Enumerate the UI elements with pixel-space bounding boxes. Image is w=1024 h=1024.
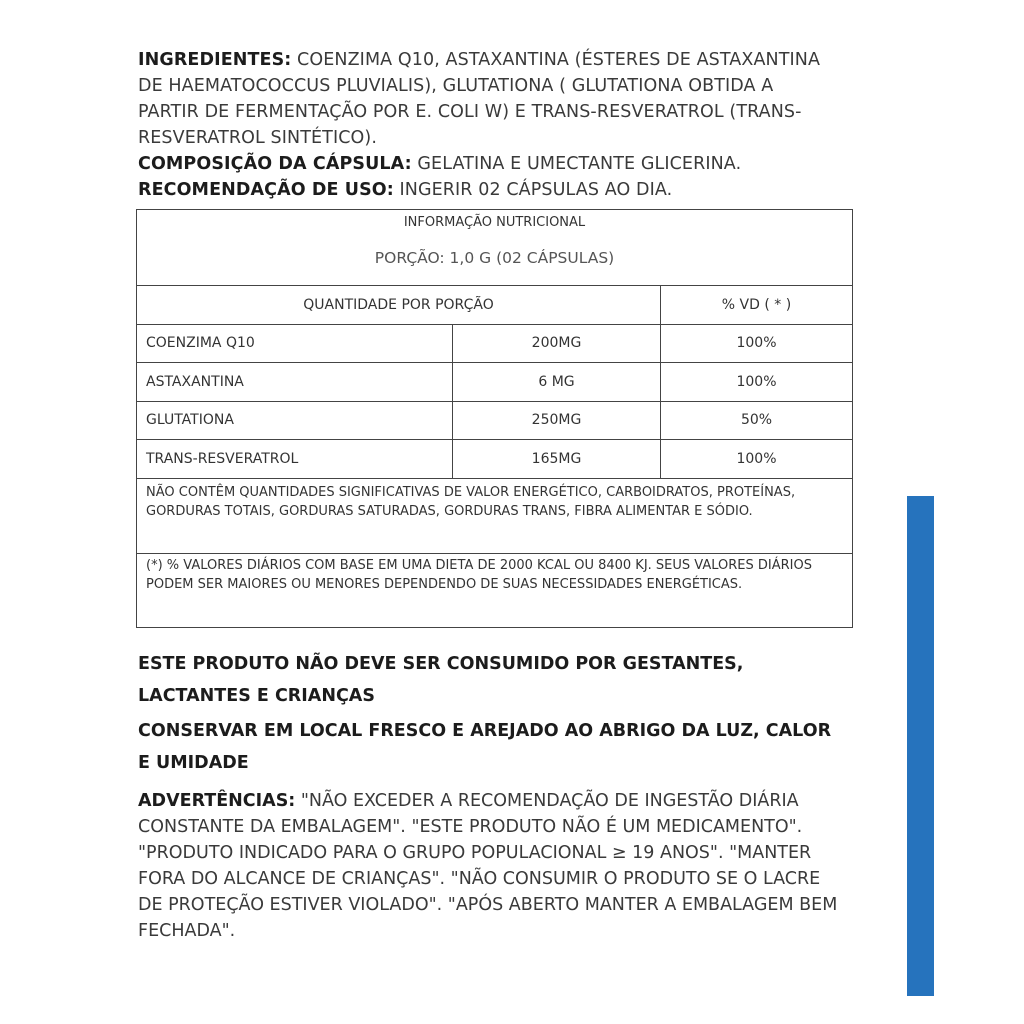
nutrient-vd: 100% xyxy=(736,450,777,467)
advertencias-label: ADVERTÊNCIAS: xyxy=(138,791,296,811)
nutrient-vd: 100% xyxy=(736,373,777,390)
warning-pregnancy: ESTE PRODUTO NÃO DEVE SER CONSUMIDO POR GESTANTES, LACTANTES E CRIANÇAS xyxy=(138,654,744,706)
table-row xyxy=(137,440,852,479)
nutrient-vd: 100% xyxy=(736,335,777,352)
nutrition-header xyxy=(137,210,852,286)
nutrient-vd: 50% xyxy=(740,412,773,429)
nutrient-amount: 250MG xyxy=(453,402,661,440)
advertencias-text: "NÃO EXCEDER A RECOMENDAÇÃO DE INGESTÃO DIÁRIA CONSTANTE DA EMBALAGEM". "ESTE PRODUTO NÃO É UM MEDICAMENTO". "PRODUTO INDICADO PARA O GRUPO POPULACIONAL ≥ 19 ANOS". "MANTER FORA DO ALCANCE DE CRIANÇAS". "NÃO CONSUMIR O PRODUTO SE O LACRE DE PROTEÇÃO ESTIVER VIOLADO". "APÓS ABERTO MANTER A EMBALAGEM BEM FECHADA". xyxy=(138,791,838,941)
nutrition-title: INFORMAÇÃO NUTRICIONAL xyxy=(403,215,586,230)
nutrient-amount: 6 MG xyxy=(453,363,661,401)
nutrition-note-daily-values: (*) % VALORES DIÁRIOS COM BASE EM UMA DIETA DE 2000 KCAL OU 8400 KJ. SEUS VALORES DIÁRIOS PODEM SER MAIORES OU MENORES DEPENDENDO DE SUAS NECESSIDADES ENERGÉTICAS. xyxy=(146,557,812,592)
nutrient-amount: 165MG xyxy=(453,440,661,478)
table-row xyxy=(137,325,852,364)
table-row xyxy=(137,363,852,402)
nutrition-note-insignificant: NÃO CONTÊM QUANTIDADES SIGNIFICATIVAS DE VALOR ENERGÉTICO, CARBOIDRATOS, PROTEÍNAS, GORDURAS TOTAIS, GORDURAS SATURADAS, GORDURAS TRANS, FIBRA ALIMENTAR E SÓDIO. xyxy=(137,479,852,554)
nutrient-name: TRANS-RESVERATROL xyxy=(137,440,453,478)
usage-text: INGERIR 02 CÁPSULAS AO DIA. xyxy=(393,180,673,200)
col-quantity-header: QUANTIDADE POR PORÇÃO xyxy=(137,286,661,324)
nutrient-name: ASTAXANTINA xyxy=(137,363,453,401)
nutrition-portion: PORÇÃO: 1,0 G (02 CÁPSULAS) xyxy=(374,249,615,267)
ingredients-text: COENZIMA Q10, ASTAXANTINA (ÉSTERES DE ASTAXANTINA DE HAEMATOCOCCUS PLUVIALIS), GLUTATIONA ( GLUTATIONA OBTIDA A PARTIR DE FERMENTAÇÃO POR E. COLI W) E TRANS-RESVERATROL (TRANS-RESVERATROL SINTÉTICO). xyxy=(138,50,821,148)
capsule-label: COMPOSIÇÃO DA CÁPSULA: xyxy=(138,154,412,174)
warning-storage: CONSERVAR EM LOCAL FRESCO E AREJADO AO ABRIGO DA LUZ, CALOR E UMIDADE xyxy=(138,721,832,773)
ingredients-section xyxy=(138,47,838,203)
nutrient-amount: 200MG xyxy=(453,325,661,363)
nutrient-name: COENZIMA Q10 xyxy=(137,325,453,363)
capsule-paragraph xyxy=(138,151,838,177)
col-vd-header: % VD ( * ) xyxy=(721,296,792,313)
nutrient-name: GLUTATIONA xyxy=(137,402,453,440)
advertencias-section xyxy=(138,788,843,944)
capsule-text: GELATINA E UMECTANTE GLICERINA. xyxy=(411,154,742,174)
accent-bar xyxy=(907,496,934,996)
nutrition-table xyxy=(136,209,853,628)
ingredients-label: INGREDIENTES: xyxy=(138,50,292,70)
nutrition-column-headers xyxy=(137,286,852,325)
table-row xyxy=(137,402,852,441)
ingredients-paragraph xyxy=(138,47,838,151)
usage-label: RECOMENDAÇÃO DE USO: xyxy=(138,180,394,200)
usage-paragraph xyxy=(138,177,838,203)
